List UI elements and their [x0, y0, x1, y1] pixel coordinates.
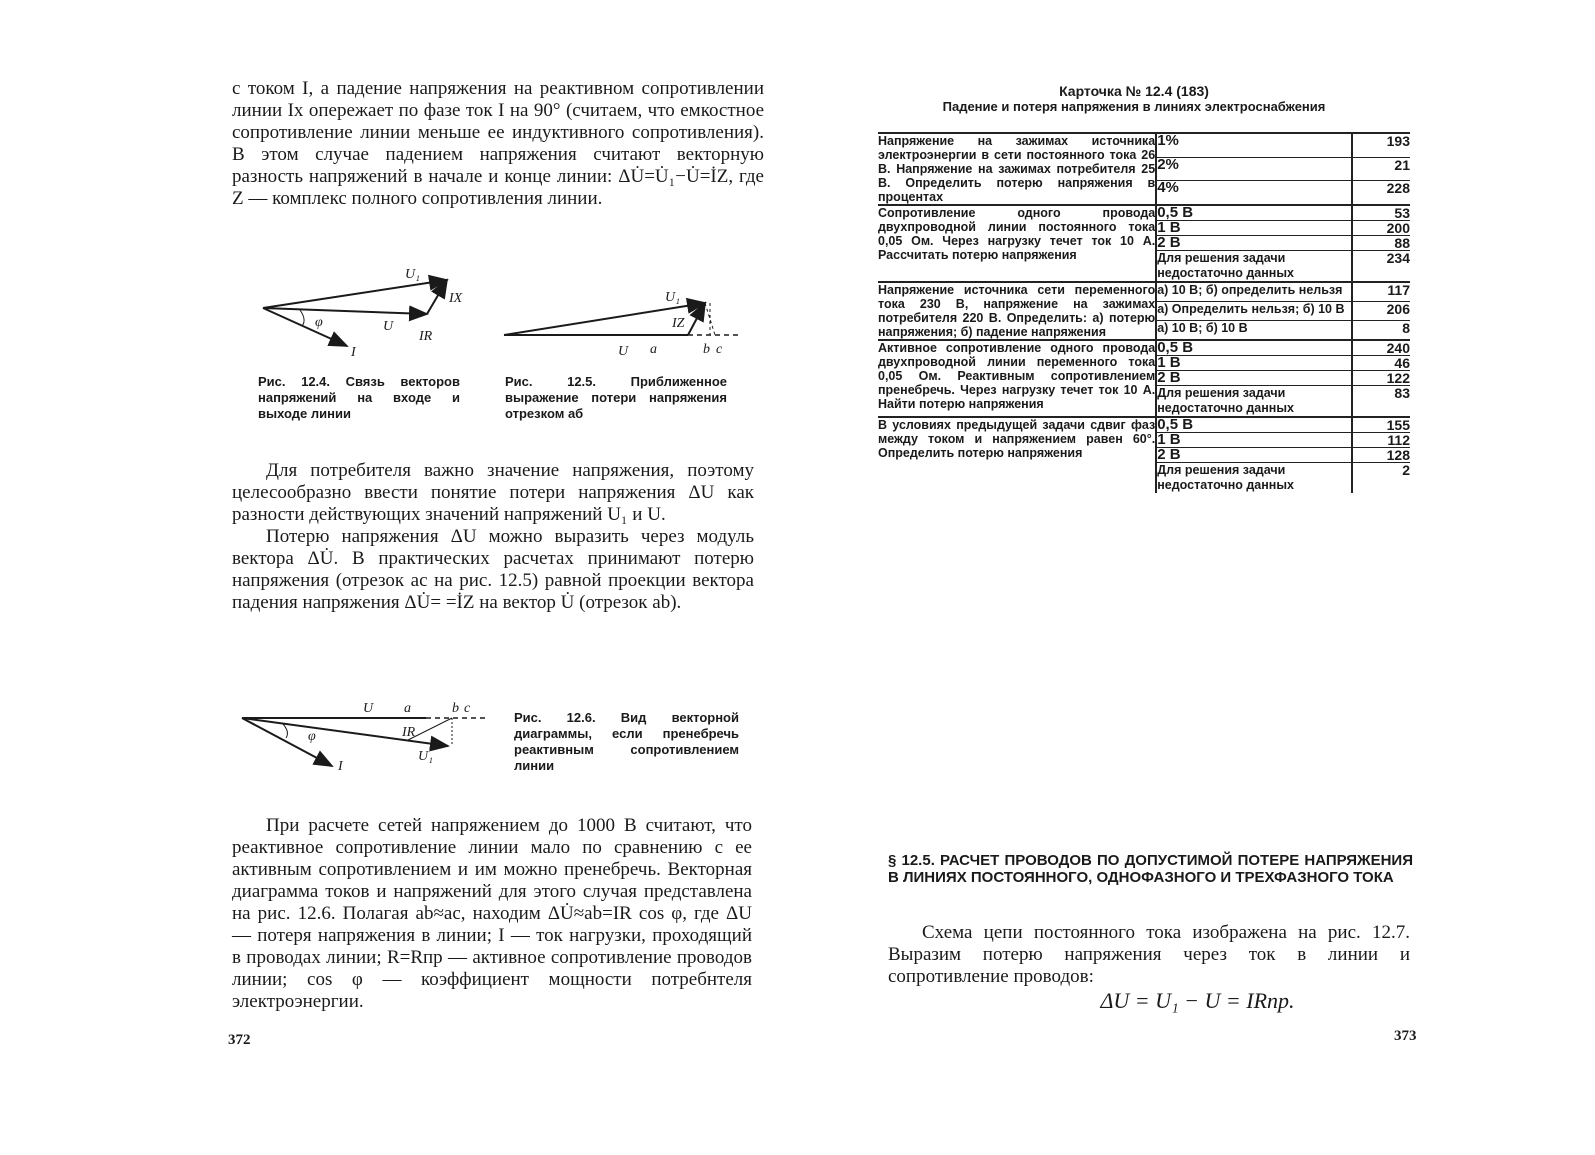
answer-code: 200 [1352, 221, 1410, 236]
answer-code: 155 [1352, 417, 1410, 433]
answer-cell: а) 10 В; б) определить нельзя [1156, 282, 1352, 302]
paragraph: Потерю напряжения ΔU можно выразить через модуль вектора ΔU̇. В практических расчетах принимают потерю напряжения (отрезок ac на рис. 12.5) равной проекции вектора падения напряжения ΔU̇= =İZ на вектор U̇ (отрезок ab). [232, 526, 754, 613]
answer-cell: Для решения задачи недостаточно данных [1156, 251, 1352, 283]
label-i: I [351, 345, 356, 360]
answer-code: 128 [1352, 448, 1410, 463]
label-a: a [650, 342, 657, 357]
question-cell: Напряжение на зажимах источника электроэнергии в сети постоянного тока 26 В. Напряжение на зажимах потребителя 25 В. Определить потерю напряжения в процентах [878, 134, 1156, 204]
vector-diagram-12-4 [255, 262, 485, 362]
answer-code: 234 [1352, 251, 1410, 283]
card-row [878, 417, 1410, 433]
answer-code: 240 [1352, 340, 1410, 356]
page-number: 372 [228, 1032, 251, 1048]
card-title: Карточка № 12.4 (183) [1059, 83, 1209, 99]
figure-12-5 [500, 285, 745, 360]
card-header [864, 84, 1404, 114]
paragraph: Схема цепи постоянного тока изображена на рис. 12.7. Выразим потерю напряжения через ток в линии и сопротивление проводов: [888, 922, 1410, 987]
answer-code: 88 [1352, 236, 1410, 251]
vector-diagram-12-5 [500, 285, 745, 360]
answer-cell: а) Определить нельзя; б) 10 В [1156, 302, 1352, 321]
answer-cell: 2 В [1156, 448, 1352, 463]
answer-cell: 4% [1156, 181, 1352, 205]
card-table [878, 132, 1410, 493]
answer-cell: 0,5 В [1156, 417, 1352, 433]
label-ir: IR [419, 329, 433, 344]
answer-code: 2 [1352, 463, 1410, 494]
card-row [878, 282, 1410, 302]
paragraph: При расчете сетей напряжением до 1000 В считают, что реактивное сопротивление линии мало по сравнению с ее активным сопротивлением и им можно пренебречь. Векторная диаграмма токов и напряжений для этого случая представлена на рис. 12.6. Полагая ab≈ac, находим ΔU̇≈ab=IR cos φ, где ΔU — потеря напряжения в линии; I — ток нагрузки, проходящий в проводах линии; R=Rпр — активное сопротивление проводов линии; cos φ — коэффициент мощности потребнтеля электроэнергии. [232, 815, 752, 1012]
card-row [878, 205, 1410, 221]
label-b: b [703, 342, 710, 357]
label-c: c [716, 342, 723, 357]
question-cell: Напряжение источника сети переменного тока 230 В, напряжение на зажимах потребителя 220 В. Определить: а) потерю напряжения; б) падение напряжения [878, 283, 1156, 339]
label-u: U [618, 344, 629, 359]
answer-code: 193 [1352, 133, 1410, 157]
right-page [800, 0, 1595, 1155]
label-u1: U₁ [405, 267, 420, 282]
question-cell: Активное сопротивление одного провода двухпроводной линии переменного тока 0,05 Ом. Реактивным сопротивлением пренебречь. Через нагрузку течет ток 10 А. Найти потерю напряжения [878, 340, 1156, 417]
paragraph: Для потребителя важно значение напряжения, поэтому целесообразно ввести понятие потери напряжения ΔU как разности действующих значений напряжений U₁ и U. [232, 460, 754, 525]
answer-cell: 1 В [1156, 356, 1352, 371]
card-row [878, 340, 1410, 356]
question-cell: Сопротивление одного провода двухпроводной линии постоянного тока 0,05 Ом. Через нагрузку течет ток 10 А. Рассчитать потерю напряжения [878, 205, 1156, 282]
caption-12-4: Рис. 12.4. Связь векторов напряжений на входе и выходе линии [258, 374, 460, 421]
label-ir: IR [402, 725, 416, 740]
answer-code: 21 [1352, 157, 1410, 180]
figure-12-4 [255, 262, 485, 362]
answer-code: 46 [1352, 356, 1410, 371]
answer-code: 53 [1352, 205, 1410, 221]
answer-cell: 2 В [1156, 236, 1352, 251]
answer-cell: 2% [1156, 157, 1352, 180]
section-title: § 12.5. РАСЧЕТ ПРОВОДОВ ПО ДОПУСТИМОЙ ПОТЕРЕ НАПРЯЖЕНИЯ В ЛИНИЯХ ПОСТОЯННОГО, ОДНОФАЗНОГО И ТРЕХФАЗНОГО ТОКА [888, 852, 1413, 886]
answer-code: 8 [1352, 320, 1410, 340]
label-u1: U₁ [665, 290, 680, 305]
label-c: c [464, 701, 471, 716]
answer-code: 112 [1352, 433, 1410, 448]
answer-cell: Для решения задачи недостаточно данных [1156, 386, 1352, 418]
label-phi: φ [308, 729, 316, 744]
answer-cell: 0,5 В [1156, 340, 1352, 356]
answer-cell: а) 10 В; б) 10 В [1156, 320, 1352, 340]
caption-12-5: Рис. 12.5. Приближенное выражение потери напряжения отрезком аб [505, 374, 727, 421]
answer-cell: 2 В [1156, 371, 1352, 386]
answer-code: 122 [1352, 371, 1410, 386]
answer-code: 83 [1352, 386, 1410, 418]
answer-code: 117 [1352, 282, 1410, 302]
caption-12-6: Рис. 12.6. Вид векторной диаграммы, если пренебречь реактивным сопротивлением линии [514, 710, 739, 773]
card-row [878, 133, 1410, 157]
answer-cell: 1 В [1156, 221, 1352, 236]
answer-code: 228 [1352, 181, 1410, 205]
label-i: I [338, 759, 343, 774]
label-u1: U₁ [418, 749, 433, 764]
label-iz: IZ [672, 316, 685, 331]
section-text [888, 922, 1410, 988]
formula: ΔU = U₁ − U = IRпр. [1100, 988, 1295, 1013]
paragraph: с током I, а падение напряжения на реактивном сопротивлении линии Ix опережает по фазе ток I на 90° (считаем, что емкостное сопротивление линии меньше ее индуктивного сопротивления). В этом случае падением напряжения считают векторную разность напряжений в начале и конце линии: ΔU̇=U̇₁−U̇=İZ, где Z — комплекс полного сопротивления линии. [232, 78, 764, 209]
label-b: b [452, 701, 459, 716]
paragraph-top [232, 78, 764, 210]
answer-cell: 1 В [1156, 433, 1352, 448]
question-cell: В условиях предыдущей задачи сдвиг фаз между током и напряжением равен 60°. Определить потерю напряжения [878, 417, 1156, 493]
answer-code: 206 [1352, 302, 1410, 321]
label-ix: IX [449, 291, 463, 306]
page-number: 373 [1394, 1028, 1417, 1044]
answer-cell: 0,5 В [1156, 205, 1352, 221]
vector-diagram-12-6 [238, 700, 498, 780]
answer-cell: Для решения задачи недостаточно данных [1156, 463, 1352, 494]
label-u: U [363, 701, 374, 716]
paragraph-middle [232, 460, 754, 614]
figure-12-6 [238, 700, 498, 780]
label-u: U [383, 319, 394, 334]
paragraph-bottom [232, 815, 752, 1013]
card-subtitle: Падение и потеря напряжения в линиях электроснабжения [942, 99, 1326, 114]
answer-cell: 1% [1156, 133, 1352, 157]
label-phi: φ [315, 315, 323, 330]
label-a: a [404, 701, 411, 716]
